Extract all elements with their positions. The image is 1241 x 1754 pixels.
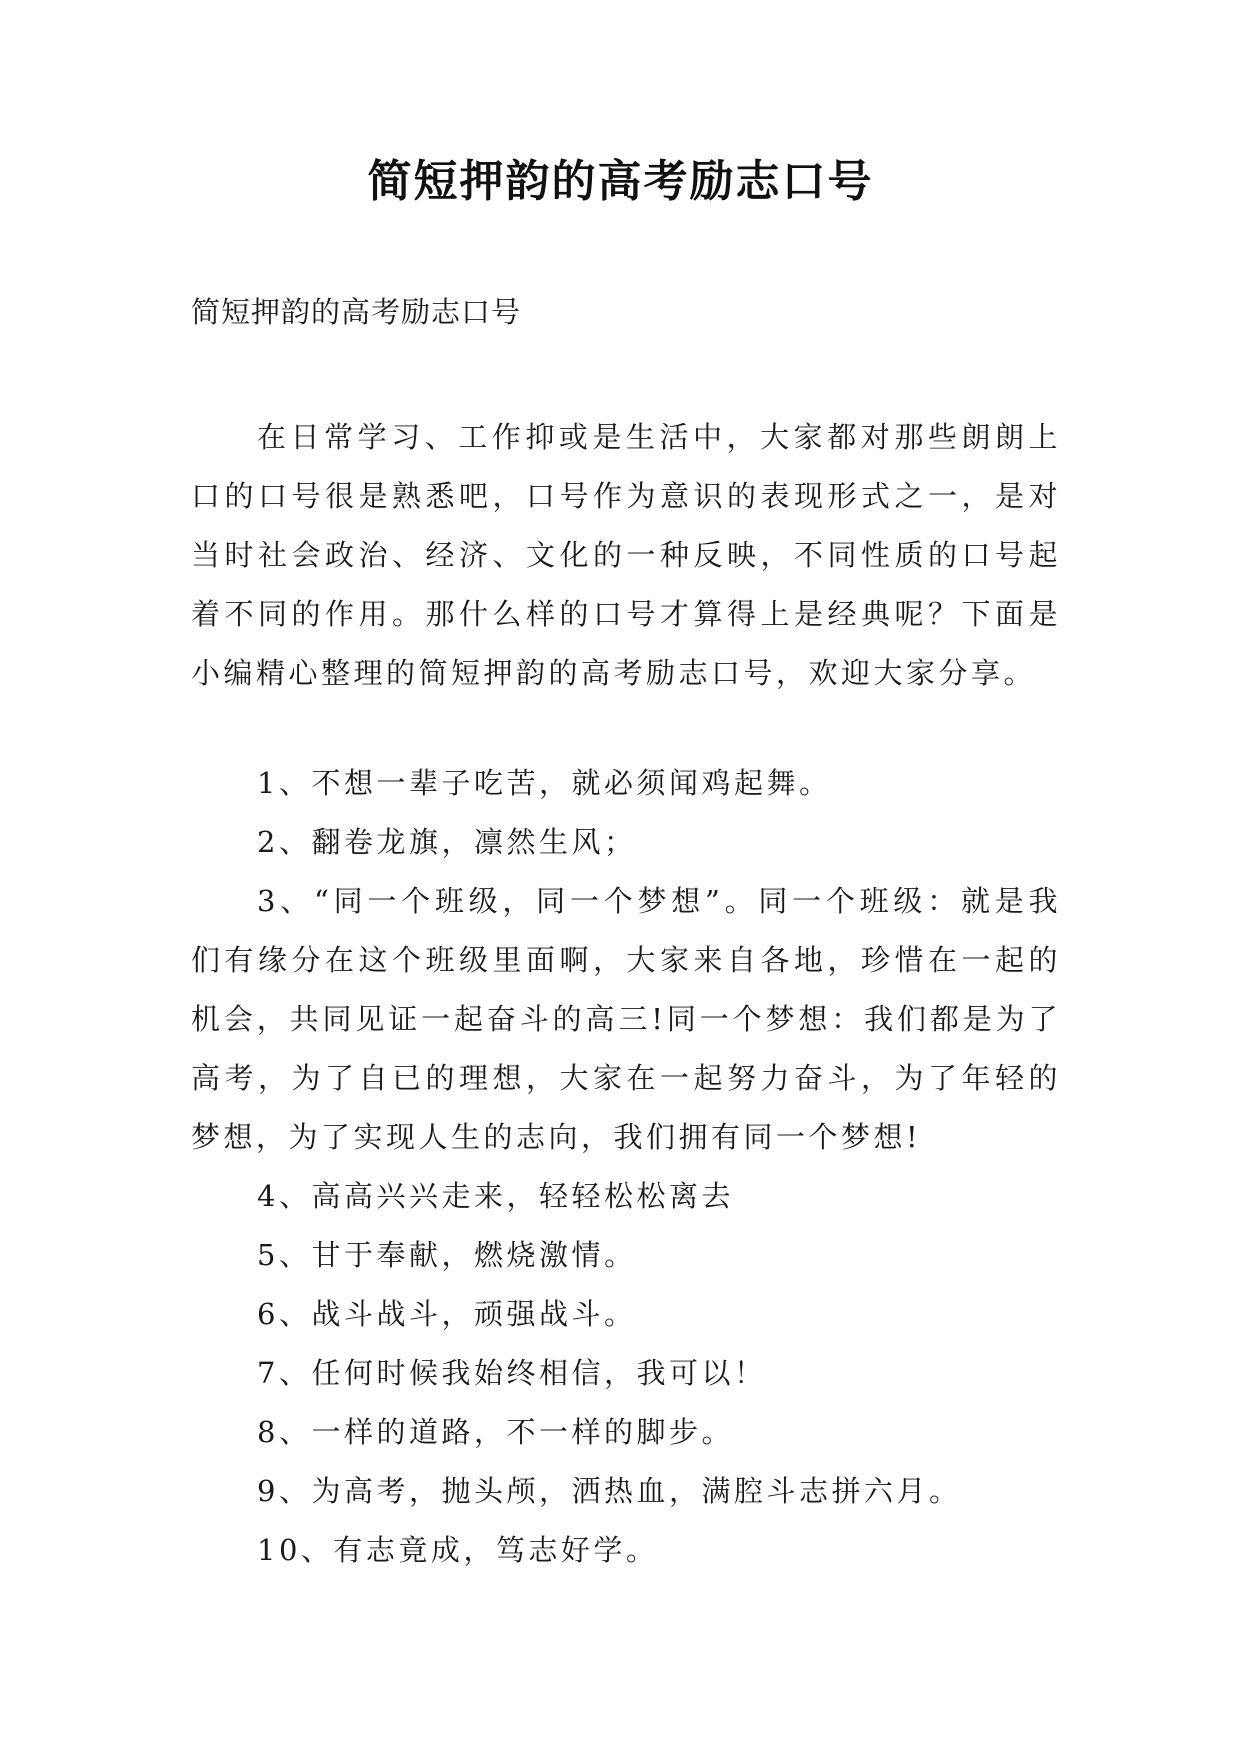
intro-paragraph: 在日常学习、工作抑或是生活中，大家都对那些朗朗上口的口号很是熟悉吧，口号作为意识的表现形式之一，是对当时社会政治、经济、文化的一种反映，不同性质的口号起着不同的作用。那什么样的口号才算得上是经典呢？下面是小编精心整理的简短押韵的高考励志口号，欢迎大家分享。 xyxy=(191,420,1061,690)
slogan-item: 1、不想一辈子吃苦，就必须闻鸡起舞。 xyxy=(257,766,832,800)
slogan-item: 6、战斗战斗，顽强战斗。 xyxy=(257,1297,637,1331)
slogan-item: 5、甘于奉献，燃烧激情。 xyxy=(257,1238,637,1272)
slogan-item: 3、“同一个班级，同一个梦想”。同一个班级：就是我们有缘分在这个班级里面啊，大家来自各地，珍惜在一起的机会，共同见证一起奋斗的高三!同一个梦想：我们都是为了高考，为了自已的理想，大家在一起努力奋斗，为了年轻的梦想，为了实现人生的志向，我们拥有同一个梦想! xyxy=(191,884,1061,1154)
slogan-item: 4、高高兴兴走来，轻轻松松离去 xyxy=(257,1179,734,1213)
slogan-list xyxy=(191,754,1061,1580)
slogan-item: 10、有志竟成，笃志好学。 xyxy=(257,1533,659,1567)
slogan-item: 7、任何时候我始终相信，我可以！ xyxy=(257,1356,767,1390)
slogan-item: 9、为高考，抛头颅，洒热血，满腔斗志拼六月。 xyxy=(257,1474,962,1508)
page-title: 简短押韵的高考励志口号 xyxy=(367,156,874,207)
document-subtitle: 简短押韵的高考励志口号 xyxy=(191,295,522,329)
slogan-item: 2、翻卷龙旗，凛然生风； xyxy=(257,825,637,859)
slogan-item: 8、一样的道路，不一样的脚步。 xyxy=(257,1415,734,1449)
